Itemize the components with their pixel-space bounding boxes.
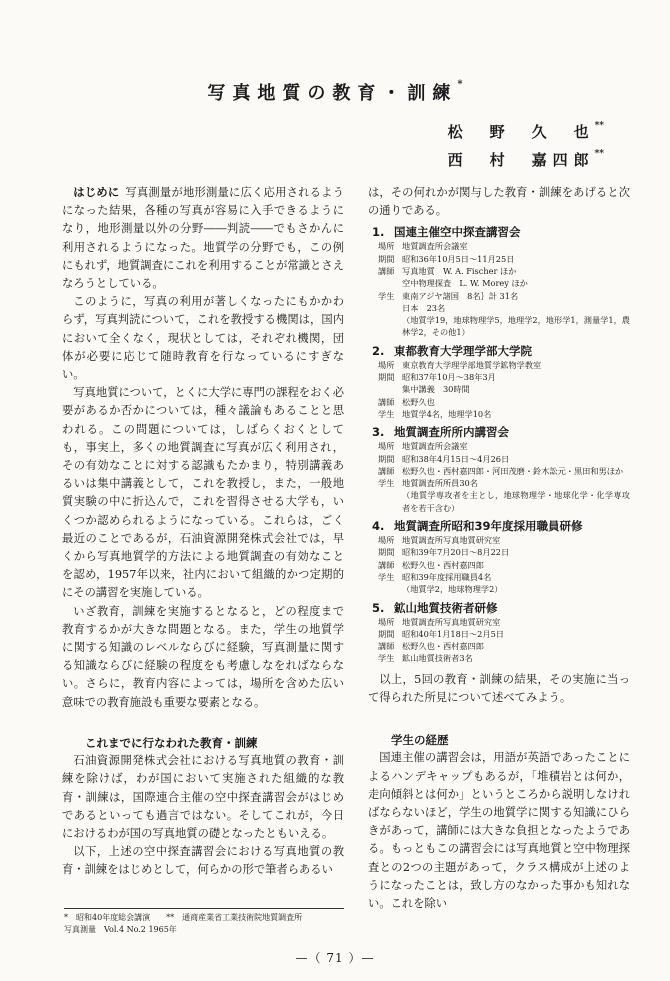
body-paragraph: 以下，上述の空中探査講習会における写真地質の教育・訓練をはじめとして，何らかの形で筆者らあるい — [62, 845, 344, 877]
course-title: 5. 鉱山地質技術者研修 — [372, 600, 498, 615]
course-entry — [368, 343, 630, 420]
course-detail-row: 期間 昭和38年4月15日～4月26日 — [378, 453, 510, 464]
left-column — [62, 184, 344, 880]
summary-paragraph: 以上，5回の教育・訓練の結果，その実施に当って得られた所見について述べてみよう。 — [368, 672, 630, 704]
course-detail-row: 講師 写真地質 W. A. Fischer ほか — [378, 266, 517, 276]
course-detail-row: 空中物理探査 L. W. Morey ほか — [402, 278, 528, 289]
body-paragraph: このように，写真の利用が著しくなったにもかかわらず，写真判読について，これを教授する機関は，国内において全くなく，現状としては，それぞれ機関，団体が必要に応じて随時教育を行なっているにすぎない。 — [62, 295, 344, 382]
course-entry — [368, 424, 630, 514]
course-entry — [368, 224, 630, 338]
course-title: 4. 地質調査所昭和39年度採用職員研修 — [372, 519, 583, 534]
author-2: 西 村 嘉四郎** — [447, 149, 604, 169]
course-detail-row: 講師 松野久也 — [378, 396, 435, 407]
section-heading: これまでに行なわれた教育・訓練 — [85, 735, 258, 750]
course-title: 2. 東都教育大学理学部大学院 — [372, 343, 532, 358]
course-detail-row: 場所 地質調査所会議室 — [378, 241, 468, 252]
continuation-paragraph: は，その何れかが関与した教育・訓練をあげると次の通りである。 — [368, 186, 630, 218]
footnote — [64, 908, 344, 936]
footnote-line: 写真測量 Vol.4 No.2 1965年 — [64, 925, 177, 934]
course-detail-row: 場所 地質調査所写真地質研究室 — [378, 616, 501, 627]
body-paragraph: 石油資源開発株式会社における写真地質の教育・訓練を除けば，わが国において実施された組織的な教育・訓練は，国際連合主催の空中探査講習会がはじめであるといっても過言ではない。そしてこれが，今日におけるわが国の写真地質の礎となったともいえる。 — [62, 754, 344, 840]
course-detail-row: 学生 昭和39年度採用職員4名 — [378, 571, 492, 582]
course-detail-row: 学生 東南アジヤ諸国 8名｝計 31名 — [378, 290, 519, 301]
course-detail-row: 学生 鉱山地質技術者3名 — [378, 653, 473, 664]
course-detail-row: 期間 昭和39年7月20日～8月22日 — [378, 547, 510, 558]
course-detail-row: 期間 昭和37年10月～38年3月 — [378, 372, 496, 383]
right-column — [368, 184, 630, 913]
body-paragraph: 写真地質について，とくに大学に専門の課程をおく必要があるか否かについては，種々議論もあることと思われる。この問題については，しばらくおくとしても，事実上，多くの地質調査に写真が広く利用され，その有効なことに対する認識もたかまり，特別講義あるいは集中講義として，これを教授し，また，一般地質実験の中に折込んで，これを習得させる大学も，いくつか認められるようになっている。これらは，ごく最近のことであるが，石油資源開発株式会社では，早くから写真地質学的方法による地質調査の有効なことを認め，1957年以来，社内において組織的かつ定期的にその講習を実施している。 — [62, 386, 344, 600]
course-detail-row: 期間 昭和36年10月5日～11月25日 — [378, 253, 515, 264]
section-heading: 学生の経歴 — [391, 733, 449, 748]
course-detail-row: 場所 地質調査所会議室 — [378, 441, 468, 452]
course-detail-row: 学生 地質調査所所員30名 — [378, 478, 478, 489]
course-detail-row: （地質学2，地球物理学2） — [402, 584, 503, 595]
course-detail-row: （地質学19，地球物理学5，地理学2，地形学1，測量学1，農林学2，その他1） — [402, 315, 630, 338]
course-detail-row: 集中講義 30時間 — [402, 384, 470, 395]
course-list — [368, 224, 630, 664]
article-title: 写真地質の教育・訓練* — [207, 79, 463, 104]
course-detail-row: 場所 地質調査所写真地質研究室 — [378, 535, 501, 546]
course-entry — [368, 518, 630, 595]
course-detail-row: （地質学専攻者を主とし，地球物理学・地球化学・化学専攻者を若干含む） — [402, 490, 630, 513]
author-1: 松 野 久 也** — [447, 121, 604, 141]
course-title: 3. 地質調査所所内講習会 — [372, 425, 509, 440]
intro-paragraph: はじめに 写真測量が地形測量に広く応用されるようになった結果，各種の写真が容易に入手できるようになり，地形測量以外の分野――判読――でもさかんに利用されるようになった。地質学の分野でも，この例にもれず，地質調査にこれを利用することが常識とさえなろうとしている。 — [62, 186, 344, 291]
body-paragraph: 国連主催の講習会は，用語が英語であったことによるハンデキャップもあるが，「堆積岩とは何か，走向傾斜とは何か」というところから説明しなければならないほど，学生の地質学に関する知識にひらきがあって，講師には大きな負担となったようである。もっともこの講習会には写真地質と空中物理探査との2つの主題があって，クラス構成が上述のようになったことは，致し方のなかった事かも知れない。これを除い — [368, 751, 630, 910]
page-number: —（ 71 ）— — [295, 951, 375, 965]
course-detail-row: 講師 松野久也・西村嘉四郎 — [378, 559, 484, 570]
footnote-line: * 昭和40年度総会講演 ** 通商産業省工業技術院地質調査所 — [64, 913, 303, 922]
course-detail-row: 期間 昭和40年1月18日～2月5日 — [378, 628, 504, 639]
course-entry — [368, 600, 630, 665]
course-title: 1. 国連主催空中探査講習会 — [372, 225, 521, 240]
course-detail-row: 日本 23名 — [402, 302, 446, 313]
intro-heading: はじめに — [73, 186, 120, 199]
course-detail-row: 講師 松野久也・西村嘉四郎・河田茂磨・鈴木訟元・黒田和男ほか — [378, 465, 624, 476]
course-detail-row: 講師 松野久也・西村嘉四郎 — [378, 641, 484, 652]
course-detail-row: 場所 東京教育大学理学部地質学鉱物学教室 — [378, 359, 542, 370]
body-paragraph: いざ教育，訓練を実施するとなると，どの程度まで教育するかが大きな問題となる。また，学生の地質学に関する知識のレベルならびに経験，写真測量に関する知識ならびに経験の程度をも考慮しなをればならない。さらに，教育内容によっては，場所を含めた広い意味での教育施設も重要な要素となる。 — [62, 604, 344, 709]
course-detail-row: 学生 地質学4名，地理学10名 — [378, 408, 492, 419]
